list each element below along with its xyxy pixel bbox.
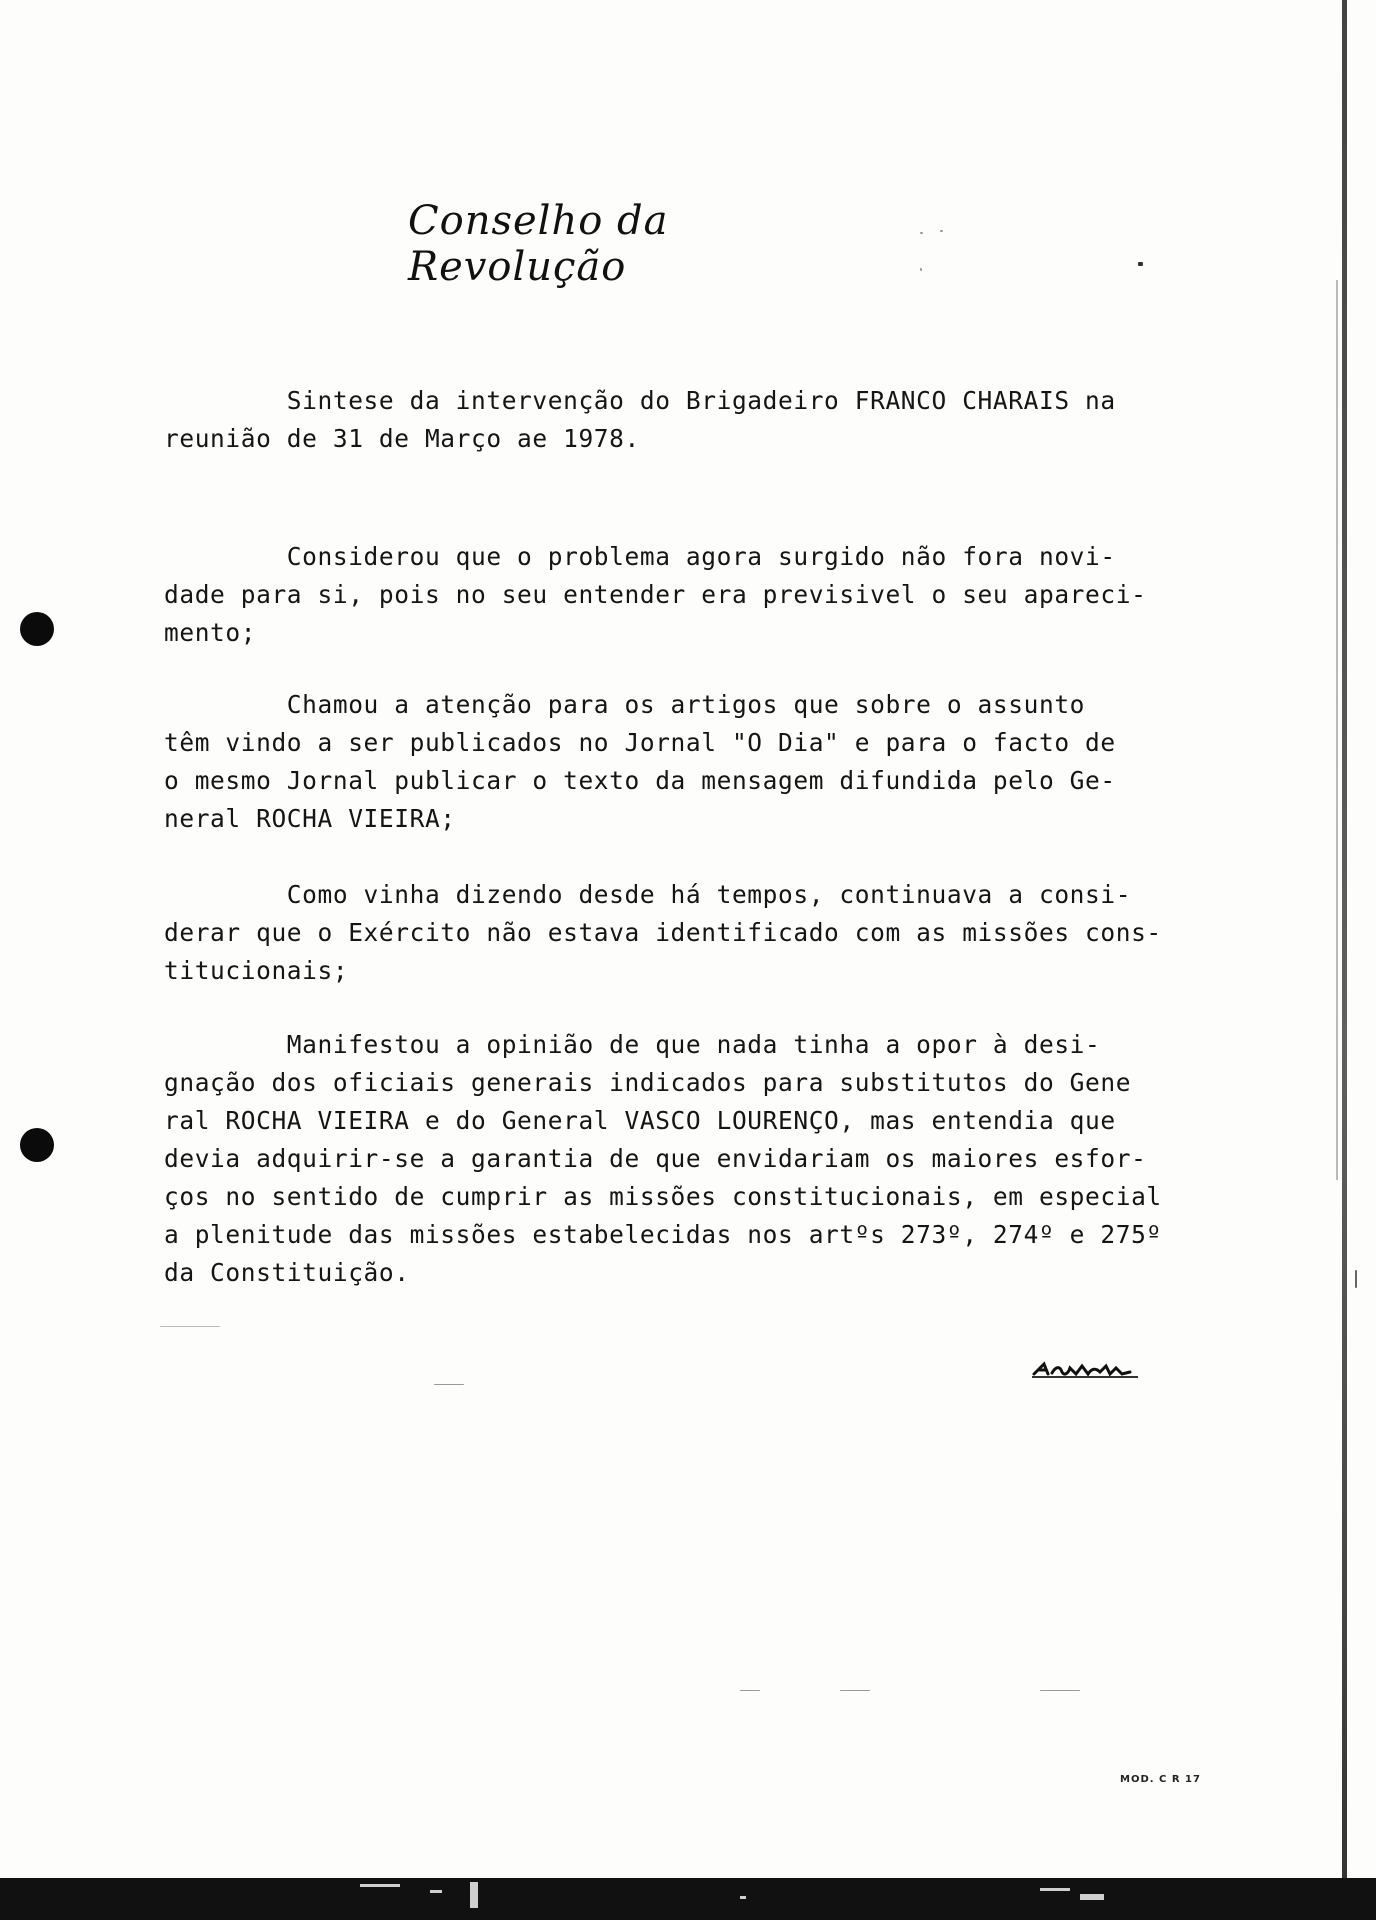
scan-speck [470, 1882, 478, 1908]
signature-initials [1030, 1358, 1142, 1380]
scan-speck [360, 1884, 400, 1887]
paragraph-1-line-1: Sintese da intervenção do Brigadeiro FRANCO CHARAIS na [164, 386, 1116, 415]
scan-edge-line-faint [1336, 280, 1338, 1180]
paragraph-3-line-3: o mesmo Jornal publicar o texto da mensagem difundida pelo Ge- [164, 766, 1116, 795]
paragraph-5-line-3: ral ROCHA VIEIRA e do General VASCO LOURENÇO, mas entendia que [164, 1106, 1116, 1135]
paragraph-2-line-2: dade para si, pois no seu entender era previsivel o seu apareci- [164, 580, 1147, 609]
paragraph-3-line-1: Chamou a atenção para os artigos que sobre o assunto [164, 690, 1086, 719]
scan-speck [920, 232, 923, 234]
paragraph-5-line-6: a plenitude das missões estabelecidas nos artºs 273º, 274º e 275º [164, 1220, 1162, 1249]
paragraph-5-line-5: ços no sentido de cumprir as missões constitucionais, em especial [164, 1182, 1162, 1211]
scan-speck [1138, 262, 1143, 266]
scan-edge-line [1342, 0, 1347, 1880]
form-code: MOD. C R 17 [1120, 1774, 1201, 1785]
paragraph-5-line-1: Manifestou a opinião de que nada tinha a opor à desi- [164, 1030, 1101, 1059]
paragraph-3-line-2: têm vindo a ser publicados no Jornal "O Dia" e para o facto de [164, 728, 1116, 757]
paragraph-4-line-1: Como vinha dizendo desde há tempos, continuava a consi- [164, 880, 1132, 909]
scan-speck [840, 1690, 870, 1691]
scan-speck [1040, 1888, 1070, 1891]
scan-bottom-band [0, 1878, 1376, 1920]
paragraph-5-line-2: gnação dos oficiais generais indicados para substitutos do Gene [164, 1068, 1132, 1097]
punch-hole-bottom [20, 1128, 54, 1162]
paragraph-5-line-4: devia adquirir-se a garantia de que envidariam os maiores esfor- [164, 1144, 1147, 1173]
letterhead-text: Conselho da Revolução [408, 198, 669, 290]
letterhead-script [408, 198, 878, 290]
scan-speck [920, 268, 922, 271]
scan-speck [1040, 1690, 1080, 1691]
paragraph-2-line-3: mento; [164, 618, 257, 647]
paragraph-4-line-2: derar que o Exército não estava identificado com as missões cons- [164, 918, 1162, 947]
scan-speck [1080, 1894, 1104, 1900]
punch-hole-top [20, 612, 54, 646]
paragraph-3-line-4: neral ROCHA VIEIRA; [164, 804, 456, 833]
paragraph-1-line-2: reunião de 31 de Março ae 1978. [164, 424, 640, 453]
scan-speck [740, 1690, 760, 1691]
scan-speck [1355, 1270, 1357, 1288]
scan-speck [160, 1326, 220, 1327]
scan-speck [740, 1896, 746, 1899]
paragraph-4-line-3: titucionais; [164, 956, 349, 985]
scan-speck [940, 230, 943, 232]
paragraph-5-line-7: da Constituição. [164, 1258, 410, 1287]
paragraph-2-line-1: Considerou que o problema agora surgido não fora novi- [164, 542, 1116, 571]
scan-speck [430, 1890, 442, 1893]
scan-speck [434, 1384, 464, 1385]
